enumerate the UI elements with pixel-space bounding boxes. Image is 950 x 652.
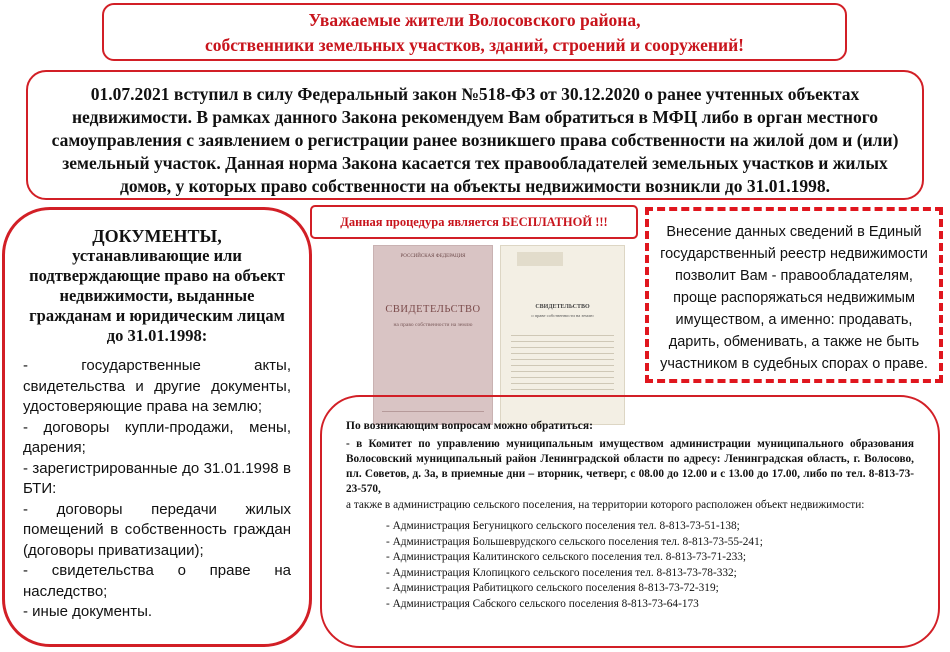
settlement-intro: а также в администрацию сельского поселения, на территории которого расположен объект недвижимости: [346,499,865,511]
list-item: - Администрация Калитинского сельского поселения тел. 8-813-73-71-233; [386,551,747,563]
cert-cover-title: СВИДЕТЕЛЬСТВО [385,304,481,315]
header-line-2: собственники земельных участков, зданий, строений и сооружений! [205,35,744,55]
cert-cover-header: РОССИЙСКАЯ ФЕДЕРАЦИЯ [400,254,466,259]
law-notice-text: 01.07.2021 вступил в силу Федеральный закон №518-ФЗ от 30.12.2020 о ранее учтенных объектах недвижимости. В рамках данного Закона рекомендуем Вам обратиться в МФЦ либо в орган местного самоуправления с заявлением о регистрации ранее возникшего права собственности на жилой дом и (или) земельный участок. Данная норма Закона касается тех правообладателей земельных участков и жилых домов, у которых право собственности на объекты недвижимости возникли до 31.01.1998. [51,84,899,196]
law-notice-box [26,70,924,200]
cert-cover-sub: на право собственности на землю [393,322,473,328]
list-item: - Администрация Большеврудского сельского поселения тел. 8-813-73-55-241; [386,535,763,548]
header-line-1: Уважаемые жители Волосовского района, [308,10,641,30]
list-item: - Администрация Сабского сельского поселения 8-813-73-64-173 [386,597,699,610]
documents-box [2,207,312,647]
list-item: - государственные акты, свидетельства и другие документы, удостоверяющие права на землю; [23,357,291,415]
contacts-heading: По возникающим вопросам можно обратиться: [346,420,593,432]
egrn-notice-box [645,207,943,383]
committee-contact: - в Комитет по управлению муниципальным имуществом администрации муниципального образования Волосовский муниципальный район Ленинградской области по адресу: Ленинградская область, г. Волосово, пл. Советов, д. 3а, в приемные дни – вторник, четверг, с 08.00 до 12.00 и с 13.00 до 17.00, либо по тел. 8-813-73-23-570, [346,438,914,495]
cert-page-title: СВИДЕТЕЛЬСТВО [535,304,590,310]
list-item: - Администрация Клопицкого сельского поселения тел. 8-813-73-78-332; [386,566,737,579]
documents-subtitle: устанавливающие или подтверждающие право на объект недвижимости, выданные гражданам и юридическим лицам до 31.01.1998: [29,246,285,345]
cert-page-sub: о праве собственности на землю [531,313,594,318]
documents-list [23,356,291,623]
free-procedure-text: Данная процедура является БЕСПЛАТНОЙ !!! [340,215,608,229]
documents-title: ДОКУМЕНТЫ, [92,226,222,246]
documents-heading [23,226,291,346]
contacts-box [320,395,940,648]
list-item: - Администрация Рабитицкого сельского поселения 8-813-73-72-319; [386,582,719,594]
administrations-list [346,519,914,612]
list-item: - договоры купли-продажи, мены, дарения; [23,418,291,456]
list-item: - иные документы. [23,603,153,620]
list-item: - договоры передачи жилых помещений в собственность граждан (договоры приватизации); [23,500,291,559]
free-procedure-badge [310,205,638,239]
cert-page-lines [511,330,614,400]
egrn-notice-text: Внесение данных сведений в Единый государственный реестр недвижимости позволит Вам - правообладателям, проще распоряжаться недвижимым имуществом, а именно: продавать, дарить, обменивать, а также не быть участником в судебных спорах о праве. [660,224,928,372]
cert-page-stamp [517,252,563,266]
header-banner [102,3,847,61]
list-item: - свидетельства о праве на наследство; [23,562,291,600]
list-item: - зарегистрированные до 31.01.1998 в БТИ: [23,459,291,497]
list-item: - Администрация Бегуницкого сельского поселения тел. 8-813-73-51-138; [386,520,740,532]
